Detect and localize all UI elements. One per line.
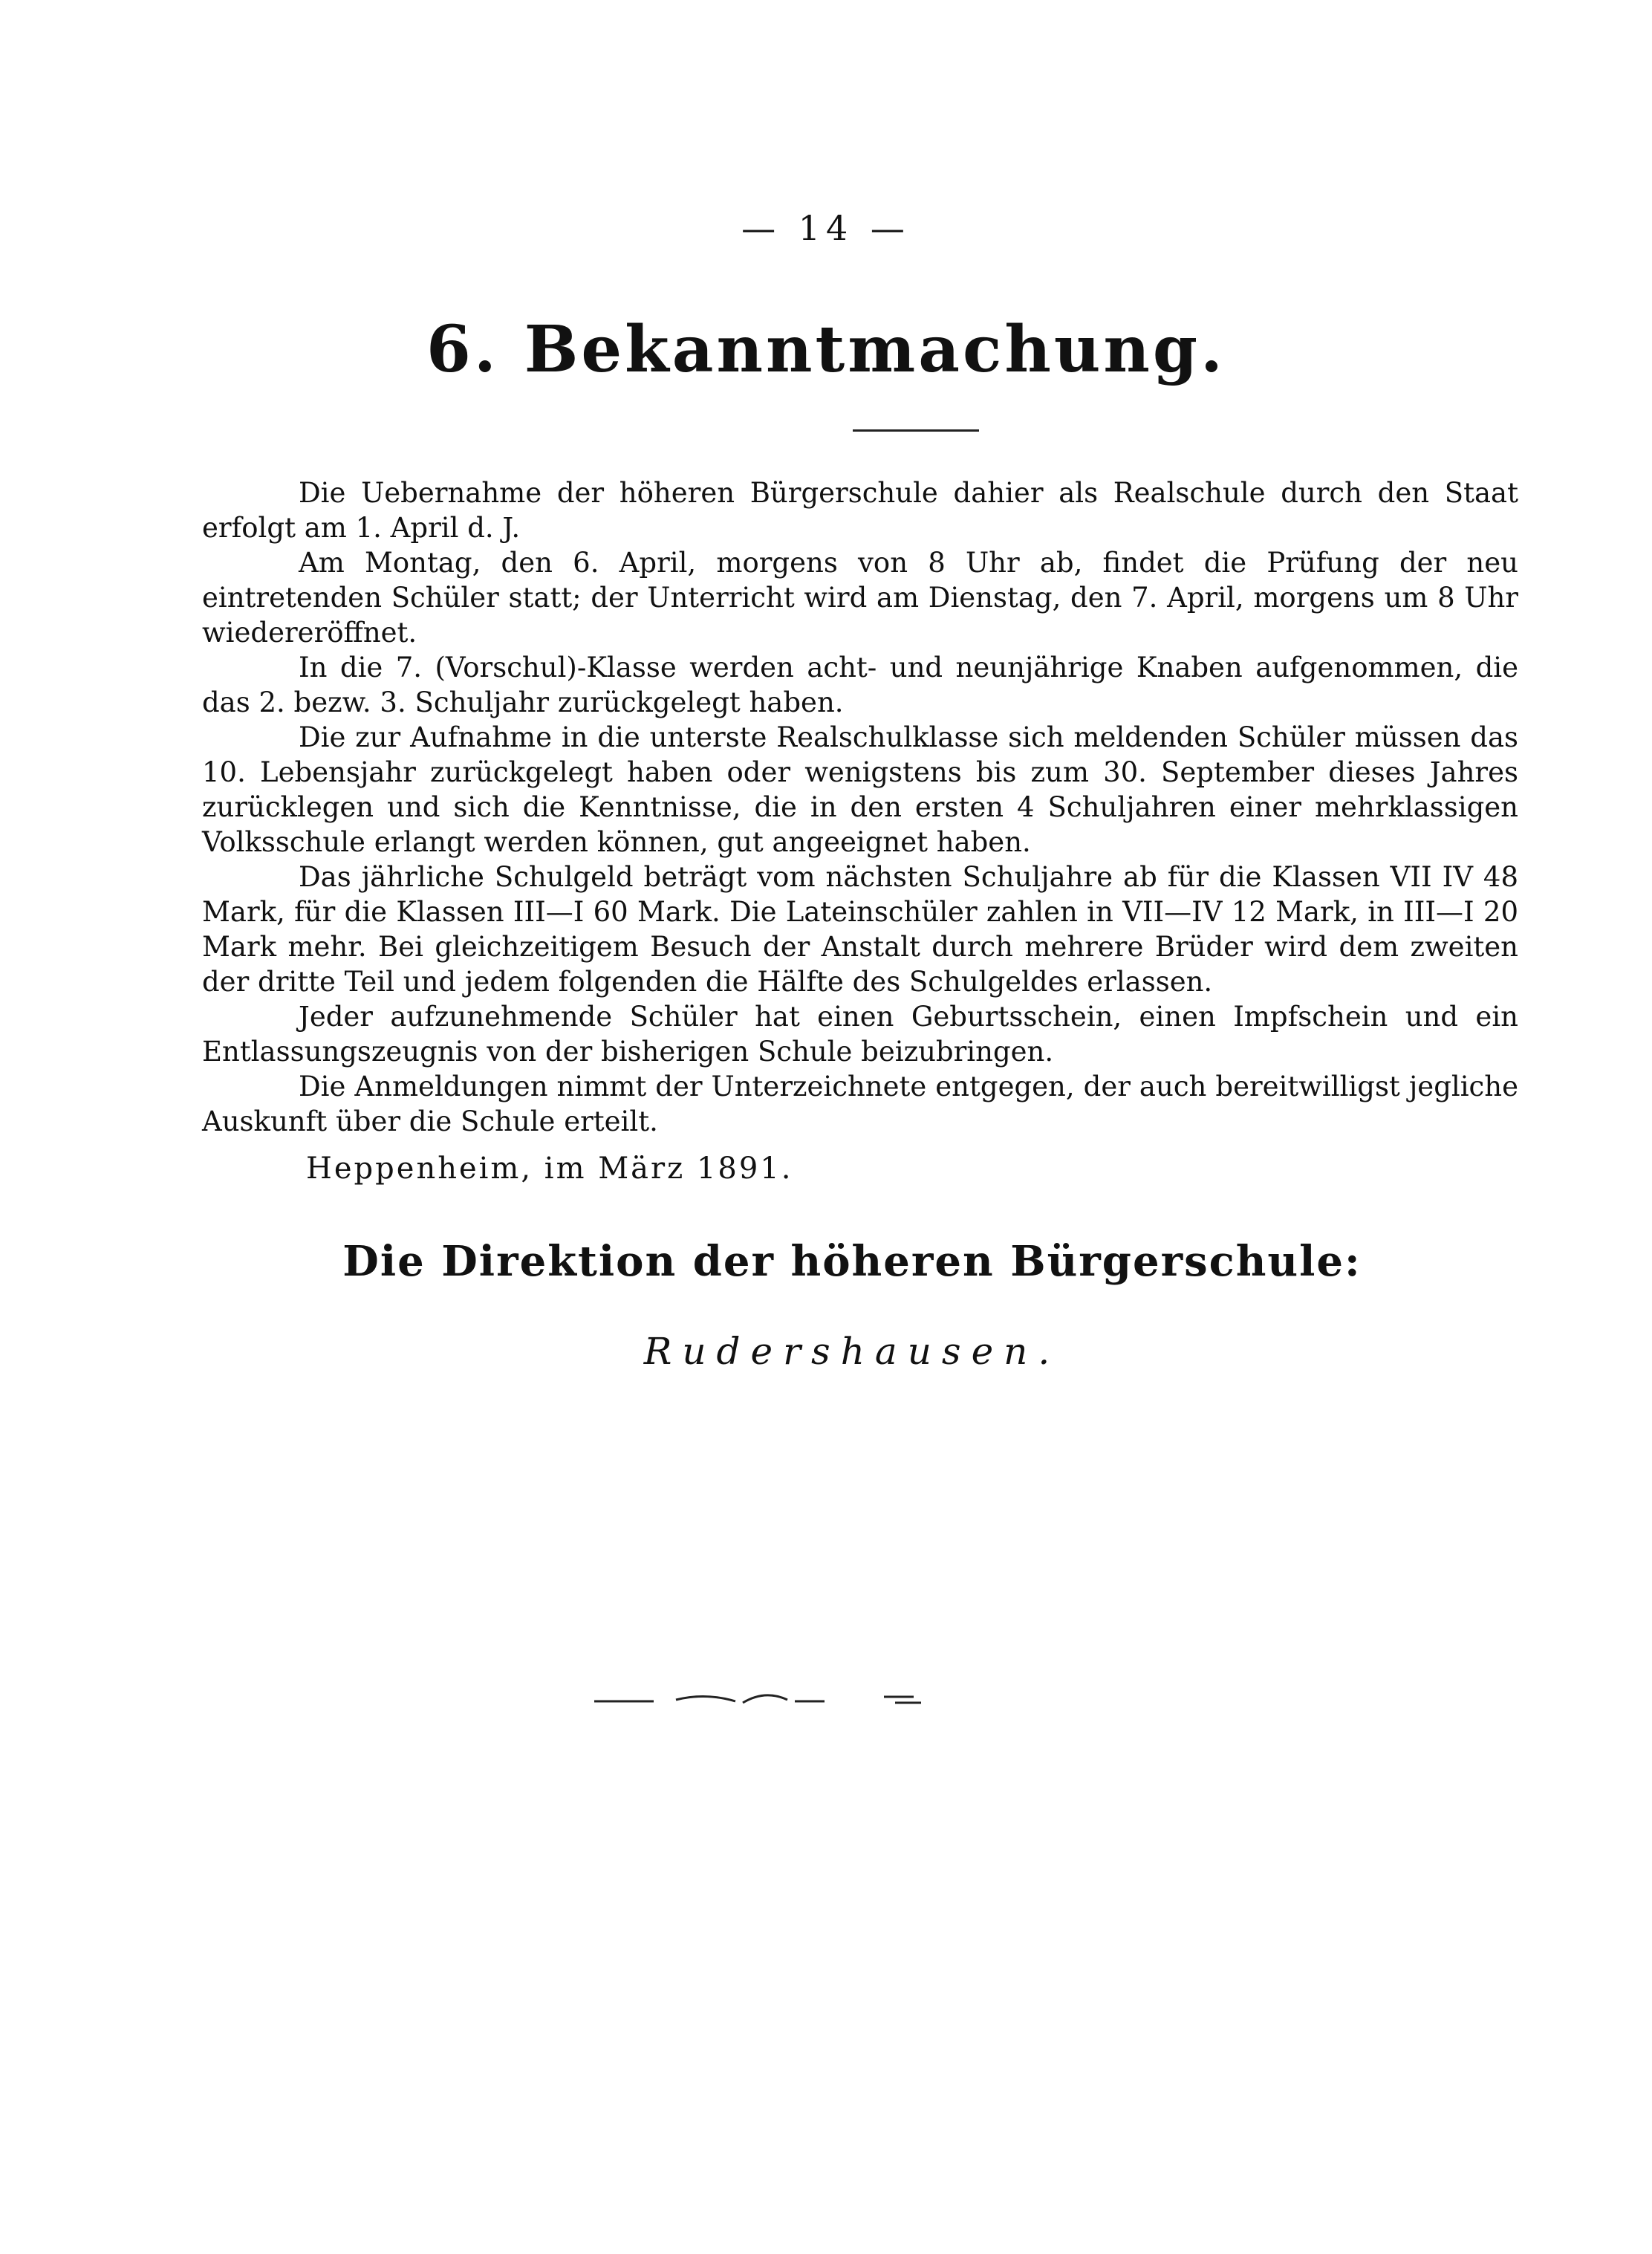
paragraph: In die 7. (Vorschul)-Klasse werden acht- und neunjährige Knaben aufgenommen, die das 2. bezw. 3. Schuljahr zurückgelegt haben. <box>202 652 1518 718</box>
signature-name: Rudershausen. <box>643 1330 1061 1373</box>
ornament-divider <box>565 1686 1010 1716</box>
paragraph: Am Montag, den 6. April, morgens von 8 Uhr ab, findet die Prüfung der neu eintretenden Schüler statt; der Unterricht wird am Dienstag, den 7. April, morgens um 8 Uhr wiedereröffnet. <box>202 547 1518 649</box>
page-title: 6. Bekanntmachung. <box>426 312 1226 387</box>
paragraph: Das jährliche Schulgeld beträgt vom nächsten Schuljahre ab für die Klassen VII IV 48 Mark, für die Klassen III—I 60 Mark. Die Lateinschüler zahlen in VII—IV 12 Mark, in III—I 20 Mark mehr. Bei gleichzeitigem Besuch der Anstalt durch mehrere Brüder wird dem zweiten der dritte Teil und jedem folgenden die Hälfte des Schulgeldes erlassen. <box>202 861 1518 998</box>
place-date: Heppenheim, im März 1891. <box>306 1152 793 1186</box>
title-divider <box>853 429 979 432</box>
paragraph: Die zur Aufnahme in die unterste Realschulklasse sich meldenden Schüler müssen das 10. Lebensjahr zurückgelegt haben oder wenigstens bis zum 30. September dieses Jahres zurücklegen und sich die Kenntnisse, die in den ersten 4 Schuljahren einer mehrklassigen Volksschule erlangt werden können, gut angeeignet haben. <box>202 721 1518 858</box>
signature-title: Die Direktion der höheren Bürgerschule: <box>342 1237 1362 1286</box>
paragraph: Jeder aufzunehmende Schüler hat einen Geburtsschein, einen Impfschein und ein Entlassungszeugnis von der bisherigen Schule beizubringen. <box>202 1001 1518 1068</box>
paragraph: Die Anmeldungen nimmt der Unterzeichnete entgegen, der auch bereitwilligst jegliche Auskunft über die Schule erteilt. <box>202 1071 1518 1137</box>
paragraph: Die Uebernahme der höheren Bürgerschule dahier als Realschule durch den Staat erfolgt am 1. April d. J. <box>202 477 1518 544</box>
ornament-stroke <box>594 1695 921 1703</box>
page-number: — 14 — <box>741 208 911 248</box>
announcement-body <box>202 475 1518 1139</box>
